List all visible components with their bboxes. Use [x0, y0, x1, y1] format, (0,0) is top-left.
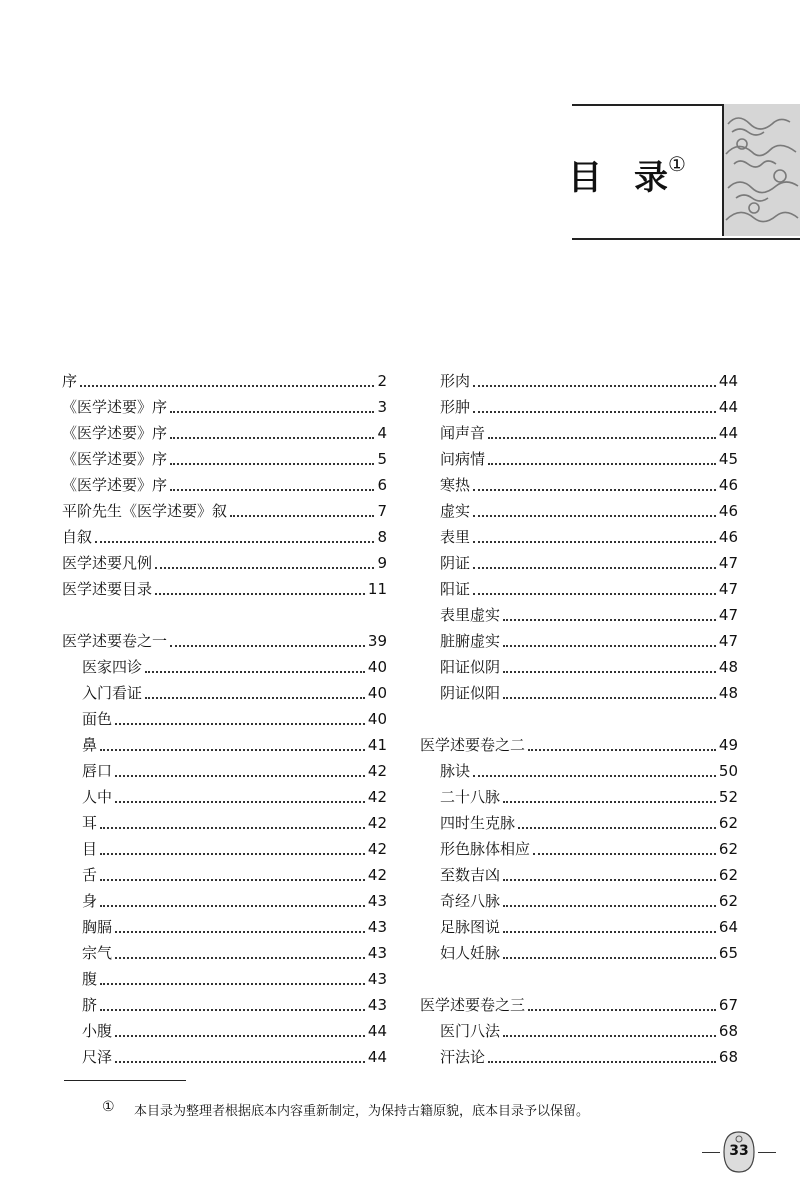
toc-dot-leader [170, 437, 374, 439]
toc-dot-leader [115, 723, 365, 725]
toc-entry-page: 46 [718, 476, 738, 494]
toc-entry[interactable] [420, 550, 738, 576]
toc-entry-page: 44 [367, 1048, 387, 1066]
toc-entry-page: 47 [718, 580, 738, 598]
toc-entry-page: 46 [718, 528, 738, 546]
toc-entry-title: 《医学述要》序 [62, 424, 168, 442]
toc-entry-title: 宗气 [82, 944, 113, 962]
toc-dot-leader [473, 385, 716, 387]
toc-dot-leader [503, 671, 716, 673]
toc-entry-page: 42 [367, 866, 387, 884]
toc-entry[interactable] [62, 862, 387, 888]
toc-entry[interactable] [62, 472, 387, 498]
toc-entry[interactable] [420, 420, 738, 446]
toc-entry-title: 序 [62, 372, 78, 390]
toc-entry[interactable] [420, 888, 738, 914]
toc-entry-page: 47 [718, 606, 738, 624]
toc-entry-page: 7 [377, 502, 387, 520]
toc-dot-leader [503, 905, 716, 907]
page-title [568, 150, 718, 202]
toc-section-gap [420, 966, 738, 992]
toc-dot-leader [115, 1061, 365, 1063]
toc-dot-leader [100, 1009, 365, 1011]
toc-dot-leader [115, 957, 365, 959]
toc-entry-title: 表里 [440, 528, 471, 546]
toc-entry-page: 47 [718, 632, 738, 650]
toc-dot-leader [170, 645, 365, 647]
toc-entry-page: 8 [377, 528, 387, 546]
toc-dot-leader [503, 879, 716, 881]
toc-entry-page: 42 [367, 840, 387, 858]
toc-entry[interactable] [420, 524, 738, 550]
toc-entry[interactable] [420, 472, 738, 498]
toc-entry-title: 形肉 [440, 372, 471, 390]
toc-dot-leader [503, 957, 716, 959]
toc-dot-leader [155, 567, 374, 569]
toc-entry[interactable] [62, 368, 387, 394]
toc-entry-title: 面色 [82, 710, 113, 728]
toc-entry-title: 目 [82, 840, 98, 858]
toc-entry-title: 舌 [82, 866, 98, 884]
toc-entry-page: 48 [718, 658, 738, 676]
toc-entry-title: 自叙 [62, 528, 93, 546]
toc-entry-title: 医学述要凡例 [62, 554, 153, 572]
toc-entry-page: 2 [377, 372, 387, 390]
toc-entry-page: 4 [377, 424, 387, 442]
toc-entry-title: 虚实 [440, 502, 471, 520]
footnote-rule [64, 1080, 186, 1081]
toc-entry-title: 问病情 [440, 450, 486, 468]
toc-entry[interactable] [62, 758, 387, 784]
cloud-pattern-decoration [722, 104, 800, 236]
toc-dot-leader [115, 801, 365, 803]
toc-dot-leader [473, 775, 716, 777]
toc-entry-page: 46 [718, 502, 738, 520]
toc-entry-title: 医学述要卷之三 [420, 996, 526, 1014]
toc-entry-title: 《医学述要》序 [62, 450, 168, 468]
toc-entry[interactable] [62, 680, 387, 706]
toc-entry-title: 小腹 [82, 1022, 113, 1040]
toc-entry[interactable] [420, 602, 738, 628]
toc-entry[interactable] [420, 446, 738, 472]
toc-entry[interactable] [62, 810, 387, 836]
toc-dot-leader [473, 411, 716, 413]
toc-dot-leader [100, 827, 365, 829]
toc-entry[interactable] [420, 498, 738, 524]
toc-entry-page: 40 [367, 684, 387, 702]
toc-dot-leader [230, 515, 374, 517]
toc-entry[interactable] [420, 394, 738, 420]
toc-entry-title: 身 [82, 892, 98, 910]
toc-entry-title: 奇经八脉 [440, 892, 501, 910]
title-char-2: 录 [634, 158, 670, 198]
toc-dot-leader [473, 515, 716, 517]
toc-dot-leader [473, 489, 716, 491]
toc-entry[interactable] [62, 914, 387, 940]
toc-section-gap [420, 706, 738, 732]
toc-entry-title: 《医学述要》序 [62, 398, 168, 416]
toc-entry-page: 48 [718, 684, 738, 702]
toc-entry-title: 医门八法 [440, 1022, 501, 1040]
toc-entry[interactable] [420, 810, 738, 836]
page-number-rule-left [702, 1152, 720, 1153]
toc-dot-leader [100, 905, 365, 907]
toc-dot-leader [533, 853, 716, 855]
toc-entry-page: 50 [718, 762, 738, 780]
toc-entry-page: 42 [367, 814, 387, 832]
title-char-1: 目 [568, 158, 604, 198]
toc-entry-title: 四时生克脉 [440, 814, 516, 832]
toc-entry-page: 9 [377, 554, 387, 572]
toc-entry[interactable] [62, 628, 387, 654]
toc-entry-page: 42 [367, 788, 387, 806]
toc-entry-page: 5 [377, 450, 387, 468]
toc-entry[interactable] [62, 524, 387, 550]
toc-dot-leader [503, 697, 716, 699]
toc-entry-title: 脉诀 [440, 762, 471, 780]
toc-entry-page: 67 [718, 996, 738, 1014]
toc-dot-leader [488, 1061, 716, 1063]
toc-entry-page: 44 [367, 1022, 387, 1040]
toc-entry[interactable] [420, 784, 738, 810]
toc-entry[interactable] [420, 680, 738, 706]
page-number-rule-right [758, 1152, 776, 1153]
toc-entry[interactable] [420, 1018, 738, 1044]
toc-entry[interactable] [62, 1018, 387, 1044]
toc-entry-title: 鼻 [82, 736, 98, 754]
toc-entry[interactable] [420, 368, 738, 394]
toc-entry[interactable] [62, 732, 387, 758]
toc-dot-leader [503, 931, 716, 933]
toc-entry-title: 汗法论 [440, 1048, 486, 1066]
title-footnote-marker: ① [668, 152, 688, 176]
toc-entry-page: 43 [367, 918, 387, 936]
toc-entry-page: 43 [367, 996, 387, 1014]
toc-entry-page: 45 [718, 450, 738, 468]
toc-entry-title: 寒热 [440, 476, 471, 494]
toc-entry[interactable] [62, 1044, 387, 1070]
toc-entry-title: 闻声音 [440, 424, 486, 442]
toc-dot-leader [115, 1035, 365, 1037]
toc-entry-title: 耳 [82, 814, 98, 832]
toc-section-gap [62, 602, 387, 628]
toc-entry-title: 妇人妊脉 [440, 944, 501, 962]
toc-entry-page: 68 [718, 1048, 738, 1066]
toc-entry-page: 39 [367, 632, 387, 650]
toc-dot-leader [170, 463, 374, 465]
toc-entry-title: 医家四诊 [82, 658, 143, 676]
toc-entry-title: 二十八脉 [440, 788, 501, 806]
toc-dot-leader [115, 775, 365, 777]
toc-entry-page: 62 [718, 892, 738, 910]
toc-dot-leader [518, 827, 716, 829]
toc-entry-page: 43 [367, 944, 387, 962]
toc-entry-page: 65 [718, 944, 738, 962]
toc-dot-leader [528, 749, 716, 751]
toc-entry[interactable] [420, 914, 738, 940]
toc-entry-title: 阴证似阳 [440, 684, 501, 702]
toc-entry-title: 平阶先生《医学述要》叙 [62, 502, 228, 520]
toc-dot-leader [100, 983, 365, 985]
toc-entry-page: 6 [377, 476, 387, 494]
toc-dot-leader [170, 411, 374, 413]
toc-entry-page: 44 [718, 398, 738, 416]
toc-entry-page: 3 [377, 398, 387, 416]
toc-dot-leader [100, 749, 365, 751]
footnote-text: 本目录为整理者根据底本内容重新制定，为保持古籍原貌，底本目录予以保留。 [134, 1104, 590, 1119]
toc-entry-page: 40 [367, 710, 387, 728]
toc-entry[interactable] [420, 1044, 738, 1070]
toc-dot-leader [503, 619, 716, 621]
toc-entry-page: 43 [367, 892, 387, 910]
toc-right-column [420, 368, 738, 1070]
toc-entry-page: 64 [718, 918, 738, 936]
toc-entry[interactable] [62, 888, 387, 914]
toc-entry-title: 医学述要目录 [62, 580, 153, 598]
toc-entry-page: 44 [718, 424, 738, 442]
toc-entry-title: 足脉图说 [440, 918, 501, 936]
toc-dot-leader [488, 437, 716, 439]
toc-entry[interactable] [420, 576, 738, 602]
toc-entry-page: 62 [718, 840, 738, 858]
toc-entry-title: 脏腑虚实 [440, 632, 501, 650]
toc-dot-leader [80, 385, 374, 387]
toc-entry-page: 62 [718, 866, 738, 884]
toc-entry-page: 68 [718, 1022, 738, 1040]
toc-entry[interactable] [420, 628, 738, 654]
toc-entry[interactable] [420, 836, 738, 862]
toc-entry[interactable] [62, 784, 387, 810]
toc-entry-title: 胸膈 [82, 918, 113, 936]
toc-dot-leader [503, 801, 716, 803]
toc-entry-title: 医学述要卷之一 [62, 632, 168, 650]
toc-entry-title: 形色脉体相应 [440, 840, 531, 858]
toc-left-column [62, 368, 387, 1070]
toc-entry[interactable] [420, 862, 738, 888]
toc-entry[interactable] [62, 706, 387, 732]
toc-dot-leader [473, 541, 716, 543]
toc-dot-leader [155, 593, 365, 595]
toc-entry-page: 52 [718, 788, 738, 806]
toc-entry[interactable] [62, 992, 387, 1018]
toc-entry[interactable] [62, 576, 387, 602]
toc-entry-title: 阴证 [440, 554, 471, 572]
toc-entry-page: 43 [367, 970, 387, 988]
toc-entry-title: 人中 [82, 788, 113, 806]
page-number: 33 [729, 1143, 749, 1159]
toc-dot-leader [95, 541, 374, 543]
toc-entry-title: 医学述要卷之二 [420, 736, 526, 754]
toc-entry[interactable] [62, 654, 387, 680]
toc-entry-page: 62 [718, 814, 738, 832]
toc-entry-title: 形肿 [440, 398, 471, 416]
toc-dot-leader [473, 567, 716, 569]
toc-entry[interactable] [62, 966, 387, 992]
toc-entry[interactable] [62, 940, 387, 966]
toc-dot-leader [100, 879, 365, 881]
toc-entry[interactable] [420, 940, 738, 966]
toc-entry-title: 脐 [82, 996, 98, 1014]
toc-entry[interactable] [62, 420, 387, 446]
footnote-marker: ① [102, 1099, 115, 1115]
toc-entry-title: 表里虚实 [440, 606, 501, 624]
toc-entry[interactable] [62, 498, 387, 524]
toc-dot-leader [473, 593, 716, 595]
toc-entry[interactable] [62, 550, 387, 576]
toc-dot-leader [145, 671, 365, 673]
toc-dot-leader [503, 645, 716, 647]
toc-entry[interactable] [420, 654, 738, 680]
toc-entry-title: 至数吉凶 [440, 866, 501, 884]
toc-entry-page: 47 [718, 554, 738, 572]
toc-dot-leader [488, 463, 716, 465]
toc-entry-title: 唇口 [82, 762, 113, 780]
toc-entry-page: 41 [367, 736, 387, 754]
toc-entry[interactable] [62, 394, 387, 420]
toc-entry-page: 49 [718, 736, 738, 754]
toc-entry-title: 《医学述要》序 [62, 476, 168, 494]
toc-entry[interactable] [420, 732, 738, 758]
toc-entry[interactable] [62, 446, 387, 472]
toc-dot-leader [145, 697, 365, 699]
toc-entry-page: 11 [367, 580, 387, 598]
toc-dot-leader [503, 1035, 716, 1037]
toc-entry[interactable] [420, 758, 738, 784]
toc-entry[interactable] [420, 992, 738, 1018]
toc-entry[interactable] [62, 836, 387, 862]
toc-dot-leader [115, 931, 365, 933]
toc-entry-title: 入门看证 [82, 684, 143, 702]
toc-entry-title: 阳证似阴 [440, 658, 501, 676]
toc-entry-page: 40 [367, 658, 387, 676]
toc-entry-title: 阳证 [440, 580, 471, 598]
toc-dot-leader [528, 1009, 716, 1011]
toc-dot-leader [100, 853, 365, 855]
toc-entry-page: 42 [367, 762, 387, 780]
toc-entry-page: 44 [718, 372, 738, 390]
toc-entry-title: 尺泽 [82, 1048, 113, 1066]
toc-entry-title: 腹 [82, 970, 98, 988]
toc-dot-leader [170, 489, 374, 491]
